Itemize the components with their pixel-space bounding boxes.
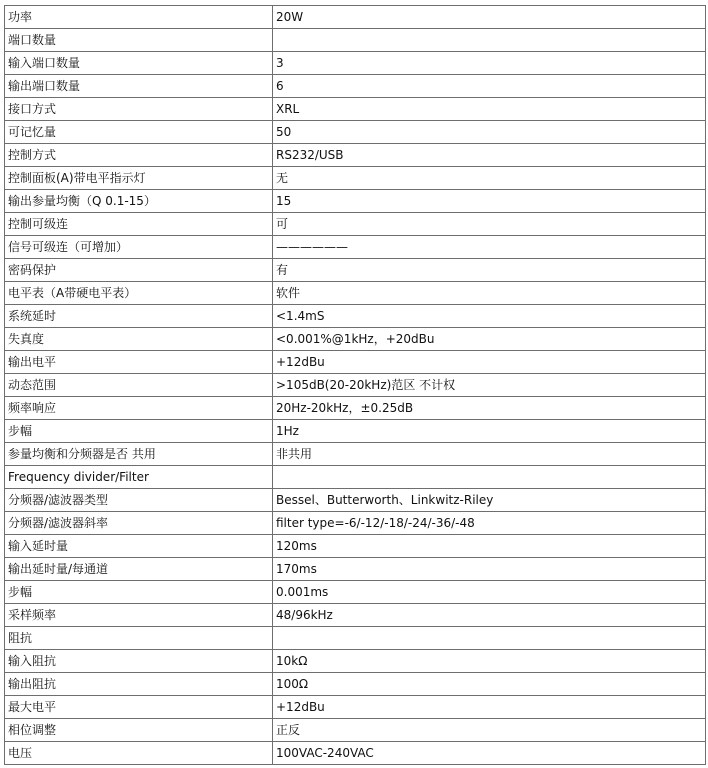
param-value-cell: 6 [273,75,706,98]
table-row [5,236,706,259]
param-value-cell: 软件 [273,282,706,305]
table-row [5,190,706,213]
param-value-cell: +12dBu [273,351,706,374]
param-value-cell: 170ms [273,558,706,581]
table-row [5,98,706,121]
param-name-cell: 输出延时量/每通道 [5,558,273,581]
table-row [5,466,706,489]
table-row [5,512,706,535]
param-name-cell: 输入阻抗 [5,650,273,673]
table-row [5,374,706,397]
param-name-cell: 电平表（A带硬电平表） [5,282,273,305]
param-name-cell: 频率响应 [5,397,273,420]
param-value-cell [273,29,706,52]
param-value-cell: 可 [273,213,706,236]
table-row [5,75,706,98]
param-value-cell: 10kΩ [273,650,706,673]
param-value-cell: Bessel、Butterworth、Linkwitz-Riley [273,489,706,512]
param-name-cell: 步幅 [5,581,273,604]
param-value-cell: 20W [273,6,706,29]
spec-table-body [5,6,706,765]
table-row [5,443,706,466]
param-value-cell [273,627,706,650]
param-name-cell: 分频器/滤波器类型 [5,489,273,512]
table-row [5,535,706,558]
param-value-cell: 0.001ms [273,581,706,604]
param-name-cell: 动态范围 [5,374,273,397]
param-value-cell: >105dB(20-20kHz)范区 不计权 [273,374,706,397]
param-value-cell: +12dBu [273,696,706,719]
table-row [5,420,706,443]
param-value-cell: 120ms [273,535,706,558]
param-name-cell: 输入延时量 [5,535,273,558]
table-row [5,558,706,581]
table-row [5,328,706,351]
table-row [5,6,706,29]
param-name-cell: 密码保护 [5,259,273,282]
param-value-cell: RS232/USB [273,144,706,167]
param-value-cell: 100VAC-240VAC [273,742,706,765]
table-row [5,719,706,742]
param-name-cell: 最大电平 [5,696,273,719]
table-row [5,489,706,512]
param-value-cell: filter type=-6/-12/-18/-24/-36/-48 [273,512,706,535]
param-name-cell: Frequency divider/Filter [5,466,273,489]
table-row [5,305,706,328]
param-name-cell: 输出电平 [5,351,273,374]
table-row [5,673,706,696]
table-row [5,259,706,282]
table-row [5,29,706,52]
param-name-cell: 接口方式 [5,98,273,121]
param-name-cell: 系统延时 [5,305,273,328]
table-row [5,397,706,420]
param-value-cell: 3 [273,52,706,75]
param-name-cell: 功率 [5,6,273,29]
table-row [5,167,706,190]
param-name-cell: 电压 [5,742,273,765]
param-value-cell: 20Hz-20kHz，±0.25dB [273,397,706,420]
param-value-cell: 100Ω [273,673,706,696]
param-name-cell: 步幅 [5,420,273,443]
table-row [5,581,706,604]
table-row [5,742,706,765]
table-row [5,627,706,650]
param-name-cell: 输出参量均衡（Q 0.1-15） [5,190,273,213]
param-value-cell: 48/96kHz [273,604,706,627]
param-name-cell: 参量均衡和分频器是否 共用 [5,443,273,466]
param-name-cell: 信号可级连（可增加） [5,236,273,259]
table-row [5,696,706,719]
param-value-cell: <0.001%@1kHz，+20dBu [273,328,706,351]
table-row [5,52,706,75]
table-row [5,650,706,673]
table-row [5,282,706,305]
table-row [5,351,706,374]
param-name-cell: 采样频率 [5,604,273,627]
param-name-cell: 控制可级连 [5,213,273,236]
param-value-cell [273,466,706,489]
param-name-cell: 可记忆量 [5,121,273,144]
spec-table [4,5,706,765]
param-value-cell: 15 [273,190,706,213]
param-value-cell: —————— [273,236,706,259]
param-name-cell: 输入端口数量 [5,52,273,75]
param-name-cell: 端口数量 [5,29,273,52]
param-value-cell: 50 [273,121,706,144]
table-row [5,213,706,236]
param-name-cell: 阻抗 [5,627,273,650]
param-name-cell: 输出端口数量 [5,75,273,98]
param-value-cell: 有 [273,259,706,282]
param-value-cell: XRL [273,98,706,121]
param-value-cell: <1.4mS [273,305,706,328]
param-name-cell: 失真度 [5,328,273,351]
param-value-cell: 1Hz [273,420,706,443]
param-name-cell: 分频器/滤波器斜率 [5,512,273,535]
param-name-cell: 控制面板(A)带电平指示灯 [5,167,273,190]
param-value-cell: 无 [273,167,706,190]
param-value-cell: 非共用 [273,443,706,466]
param-name-cell: 控制方式 [5,144,273,167]
param-name-cell: 相位调整 [5,719,273,742]
table-row [5,121,706,144]
param-name-cell: 输出阻抗 [5,673,273,696]
param-value-cell: 正反 [273,719,706,742]
table-row [5,604,706,627]
table-row [5,144,706,167]
